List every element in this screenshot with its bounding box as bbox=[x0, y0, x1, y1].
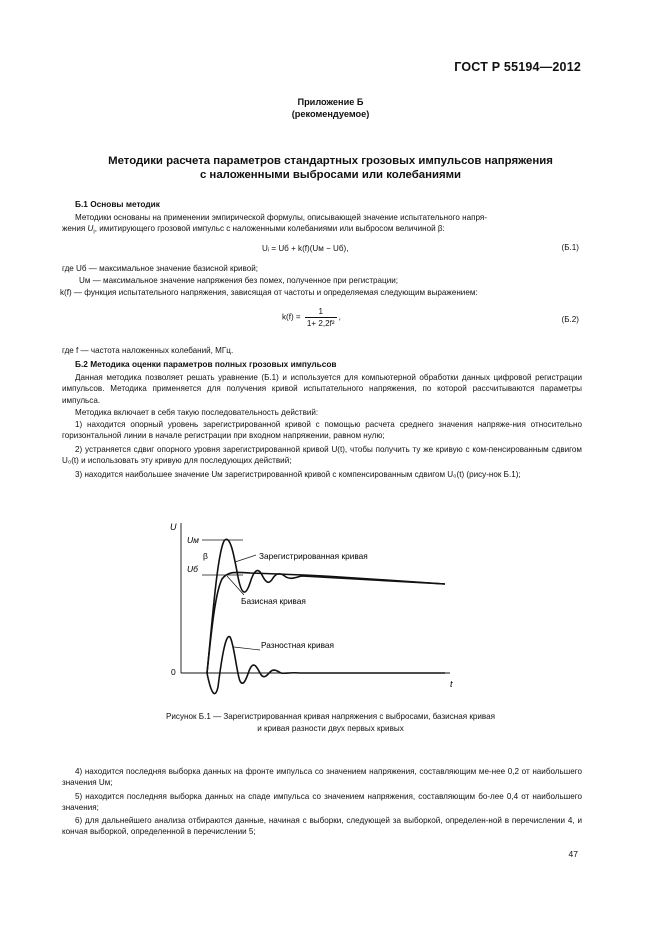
annex-heading bbox=[0, 96, 661, 120]
equation-b1-number: (Б.1) bbox=[561, 243, 579, 252]
title-line-2: с наложенными выбросами или колебаниями bbox=[199, 169, 462, 181]
beta-label: β bbox=[203, 551, 208, 561]
title-line-1: Методики расчета параметров стандартных грозовых импульсов напряжения bbox=[108, 155, 553, 167]
annex-title: Приложение Б bbox=[297, 97, 364, 107]
figure-caption bbox=[0, 711, 661, 735]
where-f: где f — частота наложенных колебаний, МГц. bbox=[62, 346, 234, 355]
caption-line-1: Рисунок Б.1 — Зарегистрированная кривая напряжения с выбросами, базисная кривая bbox=[165, 712, 496, 721]
b2-step-2: 2) устраняется сдвиг опорного уровня зарегистрированной кривой U(t), чтобы получить ту же кривую с ком-пенсированным сдвигом U₀(t) и использовать эту кривую для последующих действий; bbox=[62, 445, 582, 466]
b2-paragraph-1: Данная методика позволяет решать уравнение (Б.1) и используется для компьютерной обработки данных цифровой регистрации импульсов. Методика применяется для получения кривой испытательного напряжения, по которой рассчитываются параметры импульса. bbox=[62, 373, 582, 405]
base-leader bbox=[227, 576, 244, 595]
registered-leader bbox=[235, 555, 256, 562]
equation-b2-numerator: 1 bbox=[305, 306, 337, 318]
equation-b2-number: (Б.2) bbox=[561, 315, 579, 324]
caption-line-2: и кривая разности двух первых кривых bbox=[257, 724, 404, 733]
section-b1-paragraph bbox=[62, 212, 582, 223]
zero-label: 0 bbox=[171, 667, 176, 677]
difference-leader bbox=[234, 647, 260, 650]
step-6: 6) для дальнейшего анализа отбираются данные, начиная с выборки, следующей за выборкой, определен-ной в перечислении 4, и кончая выборкой, определенной в перечислении 5; bbox=[62, 816, 582, 837]
equation-b2-denominator: 1+ 2,2f² bbox=[306, 319, 335, 328]
b1-para-line2: жения $U_i$, имитирующего грозовой импульс с наложенными колебаниями или выбросом величиной β: bbox=[62, 224, 445, 236]
figure-b1 bbox=[160, 515, 480, 705]
registered-curve-label: Зарегистрированная кривая bbox=[259, 551, 368, 561]
axis-y-label: U bbox=[170, 522, 177, 532]
equation-b2-fraction bbox=[305, 306, 337, 329]
annex-status: (рекомендуемое) bbox=[291, 109, 370, 119]
ub-label: Uб bbox=[187, 564, 198, 574]
page-number: 47 bbox=[568, 849, 578, 859]
where-um: Uм — максимальное значение напряжения без помех, полученное при регистрации; bbox=[79, 276, 398, 285]
equation-b1: Uᵢ = Uб + k(f)(Uм − Uб), bbox=[262, 244, 349, 253]
b1-para-line1: Методики основаны на применении эмпирической формулы, описывающей значение испытательного напря- bbox=[75, 213, 487, 222]
section-b1-heading: Б.1 Основы методик bbox=[75, 199, 160, 209]
base-curve bbox=[207, 572, 445, 673]
axis-x-label: t bbox=[450, 679, 453, 689]
step-5: 5) находится последняя выборка данных на спаде импульса со значением напряжения, составляющим бо-лее 0,4 от наибольшего значения; bbox=[62, 792, 582, 813]
b2-step-3: 3) находится наибольшее значение Uм зарегистрированной кривой с компенсированным сдвигом U₀(t) (рису-нок Б.1); bbox=[75, 470, 521, 479]
standard-code: ГОСТ Р 55194—2012 bbox=[454, 60, 581, 74]
equation-b2-lhs: k(f) = bbox=[282, 312, 301, 322]
difference-curve-label: Разностная кривая bbox=[261, 640, 335, 650]
document-title bbox=[60, 154, 601, 182]
base-curve-label: Базисная кривая bbox=[241, 596, 306, 606]
um-label: Uм bbox=[187, 535, 199, 545]
section-b2-heading: Б.2 Методика оценки параметров полных грозовых импульсов bbox=[75, 359, 337, 369]
equation-b2: k(f) = $\frac{1}{\text{1+ 2,2f²}}$ , bbox=[282, 307, 341, 328]
step-4: 4) находится последняя выборка данных на фронте импульса со значением напряжения, составляющим ме-нее 0,2 от наибольшего значения Uм; bbox=[62, 767, 582, 788]
b2-paragraph-2: Методика включает в себя такую последовательность действий: bbox=[75, 408, 319, 417]
where-ub: где Uб — максимальное значение базисной кривой; bbox=[62, 264, 259, 273]
where-kf: k(f) — функция испытательного напряжения, зависящая от частоты и определяемая следующим выражением: bbox=[60, 288, 478, 297]
b2-step-1: 1) находится опорный уровень зарегистрированной кривой с помощью расчета среднего значения напряже-ния относительно горизонтальной линии в начале регистрации при входном напряжении, равном нулю; bbox=[62, 420, 582, 441]
